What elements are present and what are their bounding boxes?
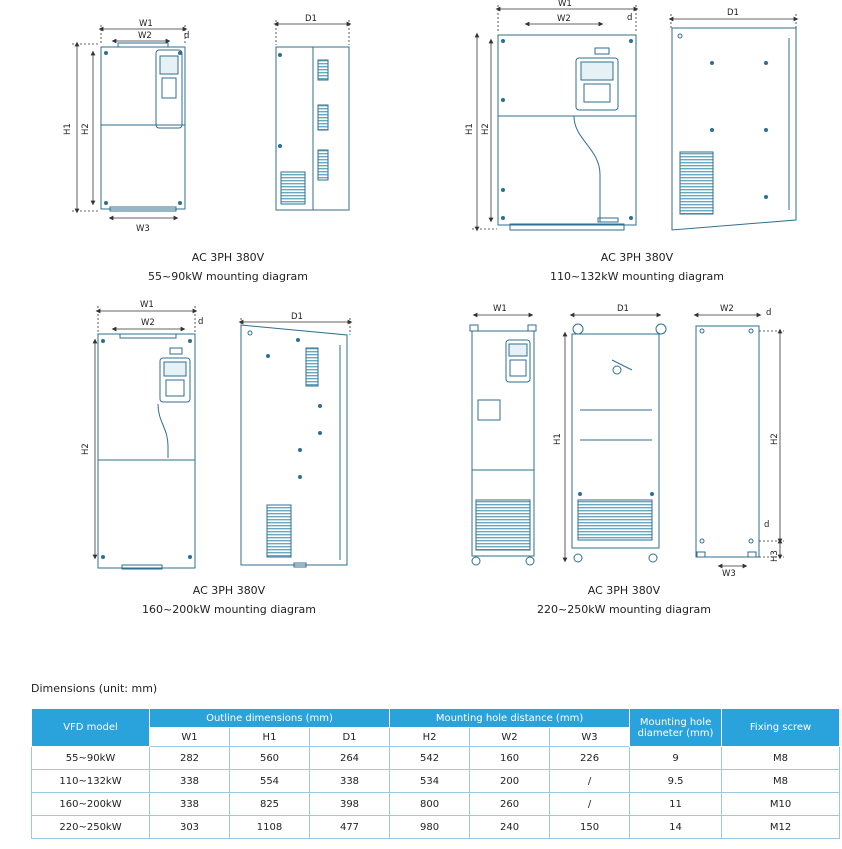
cell-diameter: 11	[630, 793, 722, 816]
cell-h1: 1108	[230, 816, 310, 839]
cell-diameter: 9.5	[630, 770, 722, 793]
table-row	[32, 816, 840, 839]
cell-model: 220~250kW	[32, 816, 150, 839]
label-d: d	[198, 317, 204, 327]
cell-w2: 240	[470, 816, 550, 839]
cell-screw: M8	[722, 770, 840, 793]
table-title: Dimensions (unit: mm)	[31, 682, 158, 695]
cell-w3: 150	[550, 816, 630, 839]
label-d1: D1	[727, 8, 739, 18]
table-row	[32, 747, 840, 770]
header-diameter: Mounting hole diameter (mm)	[630, 709, 722, 747]
header-h2: H2	[390, 728, 470, 747]
label-h2: H2	[81, 443, 91, 455]
label-h3: H3	[770, 550, 780, 562]
caption-voltage: AC 3PH 380V	[192, 584, 266, 597]
cell-screw: M10	[722, 793, 840, 816]
cell-h2: 534	[390, 770, 470, 793]
dimension-lines	[95, 306, 350, 557]
cell-w1: 338	[150, 793, 230, 816]
side-view	[572, 324, 666, 562]
label-w2: W2	[720, 304, 734, 314]
dimension-lines	[72, 20, 349, 218]
caption-title: 220~250kW mounting diagram	[537, 603, 711, 616]
header-w1: W1	[150, 728, 230, 747]
front-view	[101, 43, 185, 211]
cell-w3: /	[550, 793, 630, 816]
caption-voltage: AC 3PH 380V	[587, 584, 661, 597]
cell-model: 110~132kW	[32, 770, 150, 793]
header-mounting: Mounting hole distance (mm)	[390, 709, 630, 728]
side-view	[672, 28, 796, 230]
cell-w2: 160	[470, 747, 550, 770]
table-row	[32, 793, 840, 816]
header-w2: W2	[470, 728, 550, 747]
cell-d1: 338	[310, 770, 390, 793]
table-row	[32, 770, 840, 793]
label-d1: D1	[617, 304, 629, 314]
caption-voltage: AC 3PH 380V	[191, 251, 265, 264]
caption-title: 160~200kW mounting diagram	[142, 603, 316, 616]
caption-voltage: AC 3PH 380V	[600, 251, 674, 264]
front-view	[98, 334, 195, 569]
label-d: d	[184, 31, 190, 41]
cell-w3: /	[550, 770, 630, 793]
caption-55-90kw	[68, 248, 388, 286]
label-d-lower: d	[764, 520, 770, 530]
dimension-lines	[472, 5, 796, 229]
cell-diameter: 9	[630, 747, 722, 770]
label-w3: W3	[722, 569, 736, 579]
caption-160-200kw	[69, 581, 389, 619]
cell-w1: 282	[150, 747, 230, 770]
label-w2: W2	[138, 31, 152, 41]
side-view	[241, 325, 347, 567]
label-d1: D1	[291, 312, 303, 322]
cell-h1: 554	[230, 770, 310, 793]
label-w2: W2	[141, 318, 155, 328]
cell-h1: 825	[230, 793, 310, 816]
label-w1: W1	[140, 300, 154, 310]
header-d1: D1	[310, 728, 390, 747]
cell-h2: 542	[390, 747, 470, 770]
label-w1: W1	[493, 304, 507, 314]
label-h2: H2	[770, 433, 780, 445]
cell-screw: M8	[722, 747, 840, 770]
label-d1: D1	[305, 14, 317, 24]
cell-screw: M12	[722, 816, 840, 839]
cell-d1: 398	[310, 793, 390, 816]
cell-h2: 800	[390, 793, 470, 816]
cell-w3: 226	[550, 747, 630, 770]
cell-h2: 980	[390, 816, 470, 839]
header-model: VFD model	[32, 709, 150, 747]
cell-model: 55~90kW	[32, 747, 150, 770]
header-h1: H1	[230, 728, 310, 747]
cell-diameter: 14	[630, 816, 722, 839]
cell-h1: 560	[230, 747, 310, 770]
cell-d1: 477	[310, 816, 390, 839]
label-h1: H1	[553, 433, 563, 445]
header-w3: W3	[550, 728, 630, 747]
label-w2: W2	[557, 14, 571, 24]
diagram-110-132kw	[465, 0, 796, 230]
cell-w2: 200	[470, 770, 550, 793]
header-outline: Outline dimensions (mm)	[150, 709, 390, 728]
diagram-55-90kw	[63, 14, 349, 234]
cell-w1: 338	[150, 770, 230, 793]
label-h2: H2	[81, 123, 91, 135]
label-d: d	[627, 13, 633, 23]
cell-w1: 303	[150, 816, 230, 839]
label-d: d	[766, 308, 772, 318]
label-h1: H1	[465, 123, 475, 135]
cell-d1: 264	[310, 747, 390, 770]
front-view	[498, 35, 636, 230]
caption-title: 110~132kW mounting diagram	[550, 270, 724, 283]
cell-model: 160~200kW	[32, 793, 150, 816]
label-w1: W1	[139, 19, 153, 29]
front-view	[470, 325, 536, 565]
side-view	[276, 47, 349, 210]
label-w1: W1	[558, 0, 572, 9]
label-h2: H2	[481, 123, 491, 135]
diagram-160-200kw	[81, 300, 350, 569]
back-view	[696, 326, 759, 557]
caption-110-132kw	[477, 248, 797, 286]
header-screw: Fixing screw	[722, 709, 840, 747]
caption-220-250kw	[464, 581, 784, 619]
label-h1: H1	[63, 123, 73, 135]
diagram-220-250kw	[470, 304, 784, 579]
dimensions-table	[31, 708, 840, 839]
cell-w2: 260	[470, 793, 550, 816]
caption-title: 55~90kW mounting diagram	[148, 270, 308, 283]
label-w3: W3	[136, 224, 150, 234]
